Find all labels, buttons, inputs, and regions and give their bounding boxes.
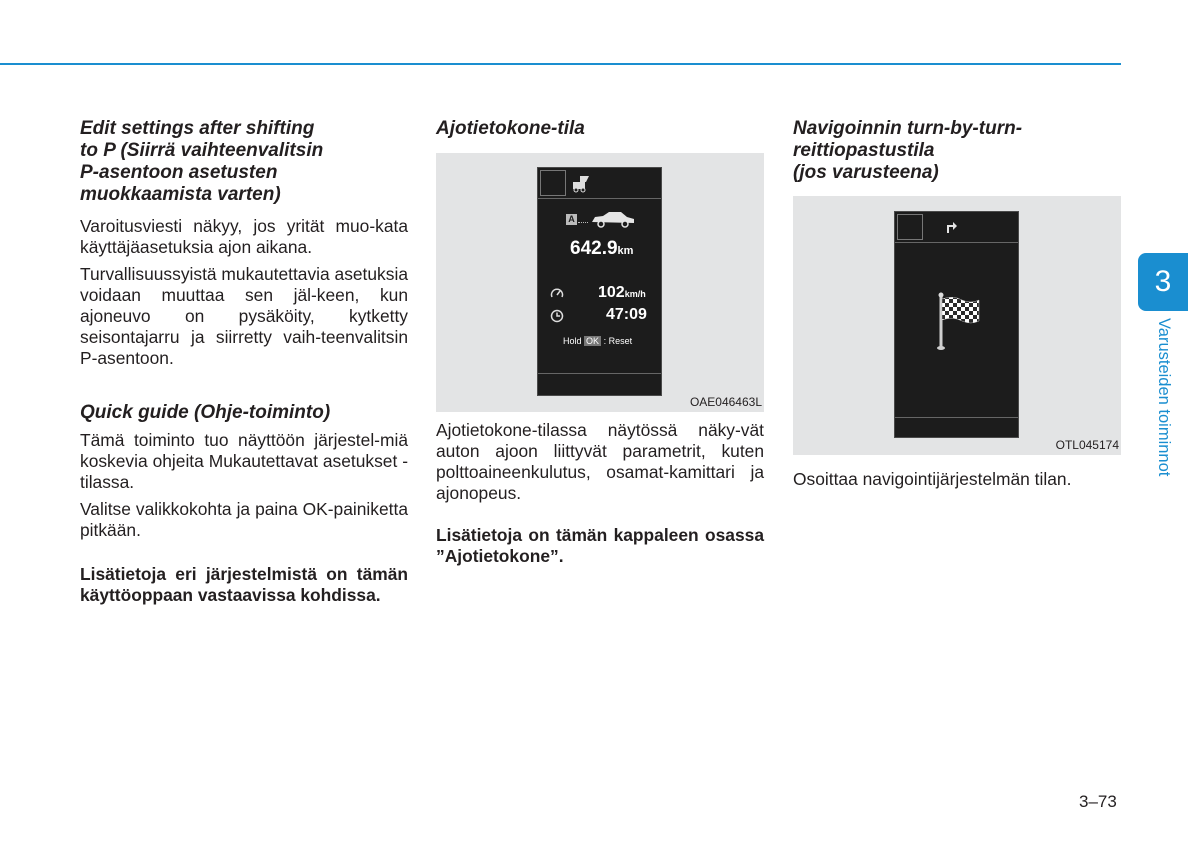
paragraph: Varoitusviesti näkyy, jos yrität muo-kata käyttäjäasetuksia ajon aikana. <box>80 216 408 257</box>
mode-badge: A <box>566 214 577 225</box>
cluster-screen <box>537 167 662 396</box>
heading-quick-guide: Quick guide (Ohje-toiminto) <box>80 402 331 423</box>
chapter-number-tab: 3 <box>1138 253 1188 311</box>
note-paragraph: Lisätietoja eri järjestelmistä on tämän käyttöoppaan vastaavissa kohdissa. <box>80 564 408 605</box>
top-rule <box>0 63 1121 65</box>
heading-edit-settings: Edit settings after shifting to P (Siirrä vaihteenvalitsin P-asentoon asetusten muokkaamista varten) <box>80 118 324 205</box>
speedometer-icon <box>550 287 564 299</box>
chapter-title-vertical: Varusteiden toiminnot <box>1155 318 1173 477</box>
column-right <box>793 118 1121 490</box>
time-readout: 47:09 <box>606 306 647 323</box>
speed-readout: 102km/h <box>598 284 646 301</box>
screen-bottom-rule <box>895 417 1018 418</box>
figure-code: OAE046463L <box>689 395 762 409</box>
screen-tab-square <box>897 214 923 240</box>
column-left <box>80 118 408 606</box>
figure-code: OTL045174 <box>1055 438 1119 452</box>
column-middle <box>436 118 764 567</box>
heading-navigation: Navigoinnin turn-by-turn- reittiopastustila (jos varusteena) <box>793 118 1023 183</box>
car-icon <box>589 210 637 228</box>
turn-right-arrow-icon <box>945 220 959 234</box>
checkered-flag-icon <box>933 291 983 353</box>
page-number: 3–73 <box>1079 792 1117 811</box>
trip-icon <box>571 173 591 193</box>
distance-readout: 642.9km <box>570 238 634 259</box>
heading-trip-computer: Ajotietokone-tila <box>436 118 585 139</box>
hold-reset-hint: Hold OK : Reset <box>563 336 633 346</box>
figure-navigation <box>793 196 1121 455</box>
screen-tab-square <box>540 170 566 196</box>
paragraph: Valitse valikkokohta ja paina OK-painiketta pitkään. <box>80 499 408 540</box>
clock-icon <box>550 309 564 323</box>
paragraph: Osoittaa navigointijärjestelmän tilan. <box>793 469 1072 489</box>
figure-trip-computer <box>436 153 764 412</box>
screen-top-bar <box>538 168 661 199</box>
note-paragraph: Lisätietoja on tämän kappaleen osassa ”Ajotietokone”. <box>436 525 764 566</box>
paragraph: Ajotietokone-tilassa näytössä näky-vät auton ajoon liittyvät parametrit, kuten polttoaineenkulutus, osamat-kamittari ja ajonopeus. <box>436 420 764 503</box>
paragraph: Tämä toiminto tuo näyttöön järjestel-miä koskevia ohjeita Mukautettavat asetukset -tilassa. <box>80 430 408 492</box>
dotted-line <box>578 222 588 223</box>
navigation-screen <box>894 211 1019 438</box>
screen-bottom-rule <box>538 373 661 374</box>
screen-top-bar <box>895 212 1018 243</box>
paragraph: Turvallisuussyistä mukautettavia asetuksia voidaan muuttaa sen jäl-keen, kun ajoneuvo on pysäköity, kytketty seisontajarru ja siirretty vaih-teenvalitsin P-asentoon. <box>80 264 408 368</box>
